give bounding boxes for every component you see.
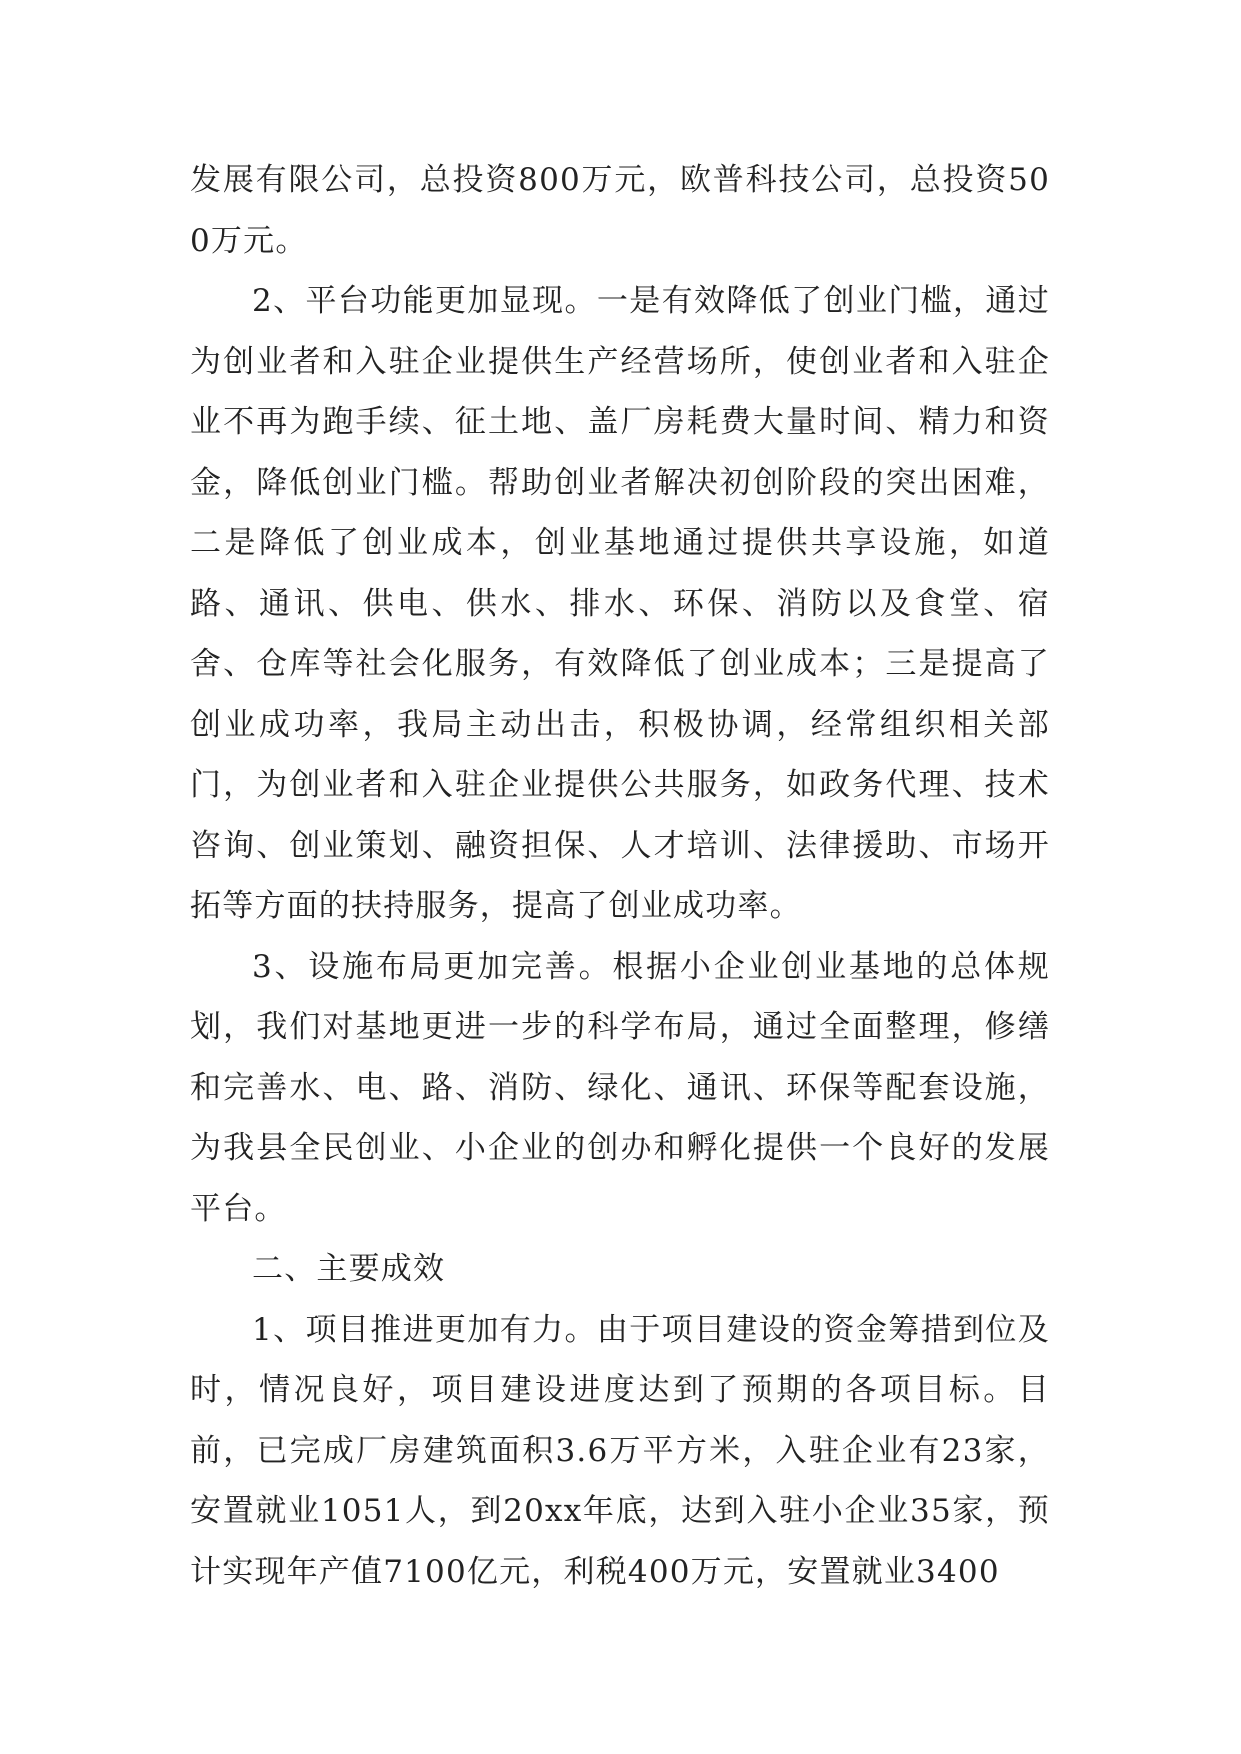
paragraph-investment-continuation: 发展有限公司，总投资800万元，欧普科技公司，总投资500万元。 (190, 162, 1050, 259)
paragraph-project-progress: 1、项目推进更加有力。由于项目建设的资金筹措到位及时，情况良好，项目建设进度达到了预期的各项目标。目前，已完成厂房建筑面积3.6万平方米，入驻企业有23家，安置就业1051人，到20xx年底，达到入驻小企业35家，预计实现年产值7100亿元，利税400万元，安置就业3400 (190, 1311, 1050, 1590)
document-body (190, 150, 1050, 1602)
paragraph-facility-layout: 3、设施布局更加完善。根据小企业创业基地的总体规划，我们对基地更进一步的科学布局，通过全面整理，修缮和完善水、电、路、消防、绿化、通讯、环保等配套设施，为我县全民创业、小企业的创办和孵化提供一个良好的发展平台。 (190, 948, 1050, 1227)
paragraph-platform-functions: 2、平台功能更加显现。一是有效降低了创业门槛，通过为创业者和入驻企业提供生产经营场所，使创业者和入驻企业不再为跑手续、征土地、盖厂房耗费大量时间、精力和资金，降低创业门槛。帮助创业者解决初创阶段的突出困难，二是降低了创业成本，创业基地通过提供共享设施，如道路、通讯、供电、供水、排水、环保、消防以及食堂、宿舍、仓库等社会化服务，有效降低了创业成本；三是提高了创业成功率，我局主动出击，积极协调，经常组织相关部门，为创业者和入驻企业提供公共服务，如政务代理、技术咨询、创业策划、融资担保、人才培训、法律援助、市场开拓等方面的扶持服务，提高了创业成功率。 (190, 283, 1050, 924)
section-heading-main-results: 二、主要成效 (252, 1251, 446, 1287)
